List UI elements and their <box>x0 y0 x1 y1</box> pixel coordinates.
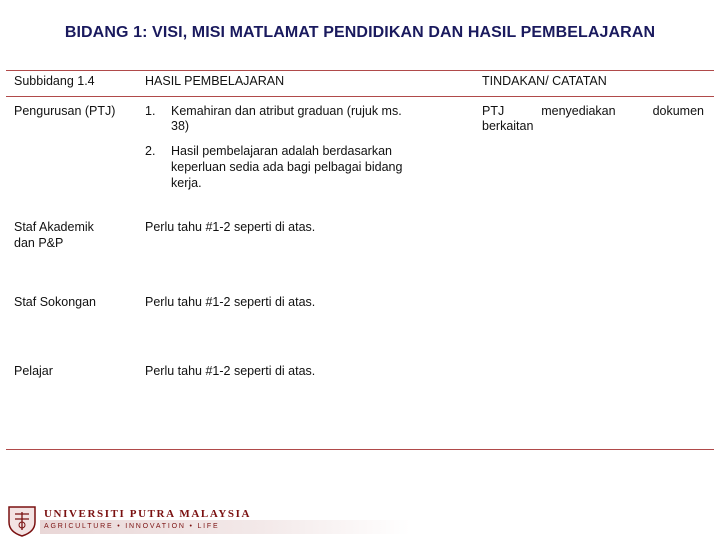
item-2-line3: kerja. <box>171 176 202 190</box>
university-tagline: AGRICULTURE • INNOVATION • LIFE <box>44 523 220 530</box>
row-staf-akademik-note: Perlu tahu #1-2 seperti di atas. <box>145 220 316 234</box>
university-name: UNIVERSITI PUTRA MALAYSIA <box>44 508 252 520</box>
row-staf-sokongan-label: Staf Sokongan <box>14 295 97 309</box>
item-1-line2: 38) <box>171 119 190 133</box>
item-2-line2: keperluan sedia ada bagi pelbagai bidang <box>171 160 403 174</box>
item-1-line1: Kemahiran dan atribut graduan (rujuk ms. <box>171 104 402 118</box>
action-line1: PTJ menyediakan dokumen <box>482 104 704 118</box>
header-subbidang: Subbidang 1.4 <box>14 74 95 88</box>
action-line2: berkaitan <box>482 119 534 133</box>
header-hasil-pembelajaran: HASIL PEMBELAJARAN <box>145 74 285 88</box>
row-staf-akademik-line2: dan P&P <box>14 236 64 250</box>
row-pengurusan-label: Pengurusan (PTJ) <box>14 104 116 118</box>
item-1-number: 1. <box>145 104 156 118</box>
table-bottom-rule <box>6 449 714 450</box>
row-pelajar-note: Perlu tahu #1-2 seperti di atas. <box>145 364 316 378</box>
row-staf-sokongan-note: Perlu tahu #1-2 seperti di atas. <box>145 295 316 309</box>
header-bottom-rule <box>6 96 714 97</box>
table-top-rule <box>6 70 714 71</box>
header-tindakan-catatan: TINDAKAN/ CATATAN <box>482 74 607 88</box>
university-crest-icon <box>6 504 38 538</box>
row-staf-akademik-line1: Staf Akademik <box>14 220 94 234</box>
item-2-line1: Hasil pembelajaran adalah berdasarkan <box>171 144 392 158</box>
page-title: BIDANG 1: VISI, MISI MATLAMAT PENDIDIKAN DAN HASIL PEMBELAJARAN <box>64 24 656 41</box>
row-pelajar-label: Pelajar <box>14 364 53 378</box>
footer <box>0 500 720 540</box>
item-2-number: 2. <box>145 144 156 158</box>
